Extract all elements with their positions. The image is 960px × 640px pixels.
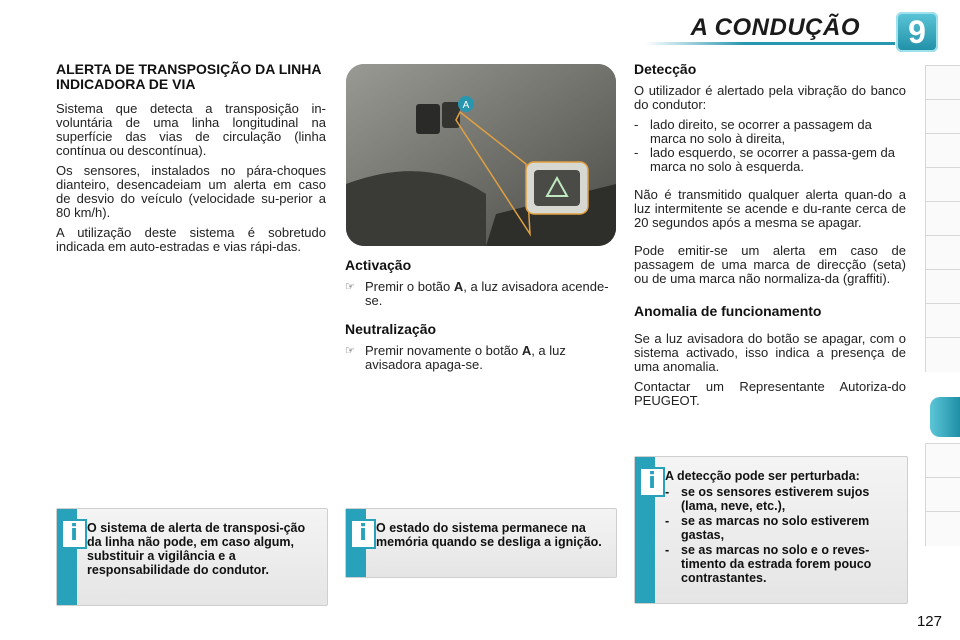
detection-column (634, 62, 906, 414)
chapter-tab-active[interactable] (930, 397, 960, 437)
chapter-tab[interactable] (925, 65, 960, 100)
info-box-warning (56, 508, 328, 606)
chapter-tab[interactable] (925, 99, 960, 134)
chapter-tab[interactable] (925, 477, 960, 512)
chapter-tab[interactable] (925, 511, 960, 546)
chapter-tab[interactable] (925, 303, 960, 338)
info-text: O estado do sistema permanece na memória quando se desliga a ignição. (376, 521, 602, 549)
list-item: - se os sensores estiverem sujos (lama, neve, etc.), (665, 485, 870, 513)
list-item: - se as marcas no solo estiverem gastas, (665, 514, 870, 542)
button-a-label: A (462, 100, 470, 111)
neutralization-step (345, 344, 615, 372)
chapter-tab[interactable] (925, 269, 960, 304)
detection-title: Detecção (634, 61, 697, 77)
info-text (665, 469, 897, 586)
neutralization-text: Premir novamente o botão A, a luz avisadora apaga-se. (365, 343, 566, 372)
section-title: ALERTA DE TRANSPOSIÇÃO DA LINHA INDICADORA DE VIA (56, 61, 321, 92)
info-title: A detecção pode ser perturbada: (665, 469, 860, 483)
info-icon: i (61, 519, 87, 549)
chapter-tab[interactable] (925, 235, 960, 270)
header-rule (645, 42, 895, 45)
paragraph: Se a luz avisadora do botão se apagar, com o sistema activado, isso indica a presença de uma anomalia. (634, 331, 906, 374)
list-item: - lado direito, se ocorrer a passagem da marca no solo à direita, (634, 117, 872, 146)
paragraph: Os sensores, instalados no pára-choques dianteiro, desencadeiam um alerta em caso de desvio do veículo (velocidade su-perior a 80 km/h). (56, 163, 326, 220)
activation-step (345, 280, 615, 308)
info-text: O sistema de alerta de transposi-ção da linha não pode, em caso algum, substituir a vigilância e a responsabilidade do condutor. (87, 521, 306, 577)
activation-column (345, 258, 615, 386)
pointer-bullet-icon: ☞ (345, 345, 355, 357)
activation-text: Premir o botão A, a luz avisadora acende-se. (365, 279, 609, 308)
chapter-tab[interactable] (925, 443, 960, 478)
paragraph: Sistema que detecta a transposição in-voluntária de uma linha longitudinal na superfície das vias de circulação (linha contínua ou descontínua). (56, 101, 326, 158)
chapter-number-badge: 9 (896, 12, 938, 52)
dashboard-photo (346, 64, 616, 246)
paragraph: Não é transmitido qualquer alerta quan-do a luz intermitente se acende e du-rante cerca de 20 segundos após a mesma se apagar. (634, 187, 906, 230)
info-list (665, 485, 897, 585)
intro-column (56, 62, 326, 260)
paragraph: A utilização deste sistema é sobretudo indicada em auto-estradas e vias rápi-das. (56, 225, 326, 254)
activation-title: Activação (345, 257, 412, 273)
chapter-tab[interactable] (925, 167, 960, 202)
anomaly-title: Anomalia de funcionamento (634, 303, 822, 319)
chapter-title: A CONDUÇÃO (690, 14, 860, 41)
paragraph: O utilizador é alertado pela vibração do banco do condutor: (634, 83, 906, 112)
info-box-detection (634, 456, 908, 604)
chapter-tab[interactable] (925, 133, 960, 168)
paragraph: Pode emitir-se um alerta em caso de passagem de uma marca de direcção (seta) ou de uma marca não normaliza-da (graffiti). (634, 243, 906, 286)
neutralization-title: Neutralização (345, 321, 437, 337)
list-item: - lado esquerdo, se ocorrer a passa-gem da marca no solo à esquerda. (634, 145, 895, 174)
chapter-tab[interactable] (925, 201, 960, 236)
paragraph: Contactar um Representante Autoriza-do PEUGEOT. (634, 379, 906, 408)
info-box-memory (345, 508, 617, 578)
chapter-tabs (924, 65, 960, 575)
detection-list (634, 118, 906, 174)
info-icon: i (639, 467, 665, 497)
info-icon: i (350, 519, 376, 549)
chapter-tab[interactable] (925, 337, 960, 372)
pointer-bullet-icon: ☞ (345, 281, 355, 293)
page-number: 127 (916, 613, 942, 630)
list-item: - se as marcas no solo e o reves-timento da estrada forem pouco contrastantes. (665, 543, 872, 585)
